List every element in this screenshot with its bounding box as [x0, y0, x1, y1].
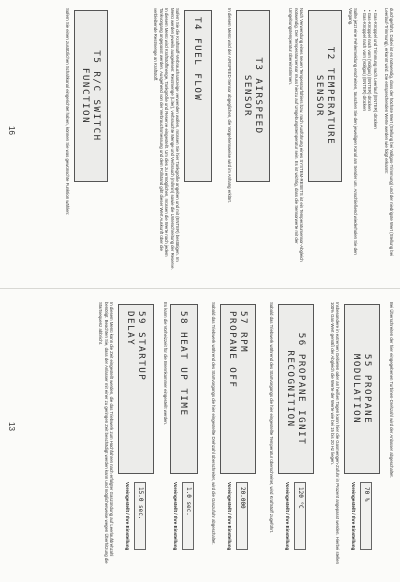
note-paragraph: Sollte jetzt eine Fehlermeldung erscheinen, tauschen Sie den jeweiligen Kanal am Sender um. Anschließend wiederholen Sie den Vorgang.: [347, 8, 358, 255]
step-item: • Gas-Knüppel und Trimmung nach Leerlauf (ENTER) drücken: [372, 10, 378, 260]
t3-description: In diesem Menü wird der AIRSPEED-Sensor abgeglichen, die Vorgehensweise wird im Anhang erklärt.: [227, 8, 232, 203]
t5-rc-switch-function-display: [74, 10, 108, 182]
t4-fuel-flow-display: [184, 10, 212, 182]
step-item: • Gas-Knüppel nach vorn (Vollgas) (ENTER) drücken: [361, 10, 367, 260]
display-line-1: T5 R/C SWITCH: [91, 50, 102, 142]
value-label: Voreingestellt / Ihre Einstellung: [227, 482, 232, 551]
heat-up-time-display: [170, 304, 198, 474]
display-line-2: DELAY: [125, 311, 136, 347]
propane-ignit-recognition-display: [278, 304, 314, 474]
intro-paragraph: durchgeführt. Dabei ist es notwendig, dass der höchste Wert (Stellung bei Vollgas-Trimmung) und der niedrigste Wert (Stellung bei Leerlauf-Trimmung), erkannt wird. Die entsprechenden Werte werden wie folgt erkannt:: [383, 8, 394, 257]
display-line-1: 58 HEAT UP TIME: [178, 311, 190, 417]
page-gutter: [0, 288, 400, 289]
display-line-1: T2 TEMPERATURE: [325, 46, 336, 146]
calibration-steps: [361, 10, 378, 260]
display-line-1: 59 STARTUP: [136, 311, 147, 382]
value-label: Voreingestellt / Ihre Einstellung: [285, 482, 290, 551]
t3-airspeed-sensor-display: [236, 10, 270, 182]
startup-delay-description: In diesem Menü kann die Zeit eingestellt werden, die das Triebwerk zum Hochfahren nach erfolgter Gaszündung auf Leerlaufdrehzahl benötigt. Beachten Sie, dass der Anlasser mit einer zu geringen Zeit beschädigt werden kann und möglicherweise wegen Überhitzung die Startsequenz abbricht.: [98, 302, 114, 564]
value-field: 70 %: [360, 482, 372, 550]
value-label: Voreingestellt / Ihre Einstellung: [173, 482, 178, 551]
value-field: 1.0 sec.: [182, 482, 194, 550]
t2-description: Nach Verwendung eines neuen Temperaturfühlers bzw. nach Ausführung eines SYSTEM-RESETS ist ein Temperatursensor-Abgleich notwendig. Der Temperatursensor muss hierzu auf Umgebungstemperatur sein. Es ist wichtig, dass die Sensorwerte mit der Umgebungstemperatur übereinstimmen.: [288, 8, 304, 262]
display-line-1: T4 FUEL FLOW: [192, 17, 204, 102]
t5-description: Sofern Sie einen zusätzlichen Schaltkanal eingerichtet haben, können Sie was gewünschte Funktion wählen:: [65, 8, 70, 216]
display-line-2: SENSOR: [242, 74, 253, 118]
display-line-1: 55 PROPANE: [362, 353, 373, 425]
page-number: 16: [7, 126, 16, 135]
display-line-2: MODULATION: [351, 353, 362, 425]
manual-page-13: [0, 294, 400, 582]
value-field: 120 °C: [294, 482, 306, 550]
display-line-1: 57 RPM: [238, 311, 249, 354]
value-label: Voreingestellt / Ihre Einstellung: [351, 482, 356, 551]
propane-modulation-description: Insbesondere in extremen Gebieten oder an heißen Tagen kann hier die Gasmengen-Zufuhr in Prozent angepasst werden. Hierbei stellen 100% Gas-Wert gemäß der Abgleich die Werte der Werte wie bei 15 bis 20 Hz liegen.: [329, 302, 340, 564]
display-line-2: PROPANE OFF: [227, 311, 238, 389]
t2-temperature-sensor-display: [308, 10, 342, 182]
display-line-1: T3 AIRSPEED: [253, 57, 264, 135]
value-label: Voreingestellt / Ihre Einstellung: [125, 482, 130, 551]
display-line-2: FUNCTION: [80, 67, 91, 125]
startup-delay-display: [118, 304, 154, 474]
value-field: 20.000: [236, 482, 248, 550]
rpm-propane-off-display: [220, 304, 256, 474]
propane-ignit-description: Sobald das Triebwerk während des Startvorgangs die hier eingestellte Temperatur überschreitet, wird Kraftstoff zugeführt.: [269, 302, 274, 534]
rpm-propane-off-description: Sobald das Triebwerk während des Startvorgangs die hier eingestellte Drehzahl überschreitet, wird die Gaszufuhr abgeschaltet.: [211, 302, 216, 545]
propane-modulation-display: [344, 304, 380, 474]
display-line-1: 56 PROPANE IGNIT: [296, 332, 307, 446]
intro-paragraph: Bei Überschreiten der hier eingegebenen Turbinen-Drehzahl wird der Anlasser abgeschaltet.: [389, 302, 394, 478]
display-line-2: SENSOR: [314, 74, 325, 118]
t4-description: Sofern Sie die Kraftstoff-Verbrauchsanzeige verwenden wollen, müssen Sie hier Tankgröße angeben und mit (ENTER) bestätigen. Im Menü werden jeweils ausgelesen: Restmenge (Liter), verbrauchte Menge und Verbrauch (ml/min) sowie die Unterschreitung der Reserve. In diesem Menü wird Kraftstoffmenge, Tankgröße und Reserve eingestellt. Um dies zu ermöglichen, müssen die Werte nach jedem Tankvorgang angepasst werden. Ausgehend von der Verbrauchsmessung und dem Füllstand gibt dieser Wert Auskunft über die verbleibende Restmenge an Kraftstoff.: [153, 8, 180, 270]
manual-page-16: [0, 0, 400, 282]
page-number: 13: [7, 422, 16, 431]
display-line-2: RECOGNITION: [285, 350, 296, 428]
value-field: 15.0 sec.: [134, 482, 146, 550]
step-item: • Gas-Knüppel nach vorn (Vollgas) (ENTER) drücken: [367, 10, 373, 260]
heat-up-time-description: Es kann die Vorheizzeit für die Brennkammer eingestellt werden.: [163, 302, 168, 426]
